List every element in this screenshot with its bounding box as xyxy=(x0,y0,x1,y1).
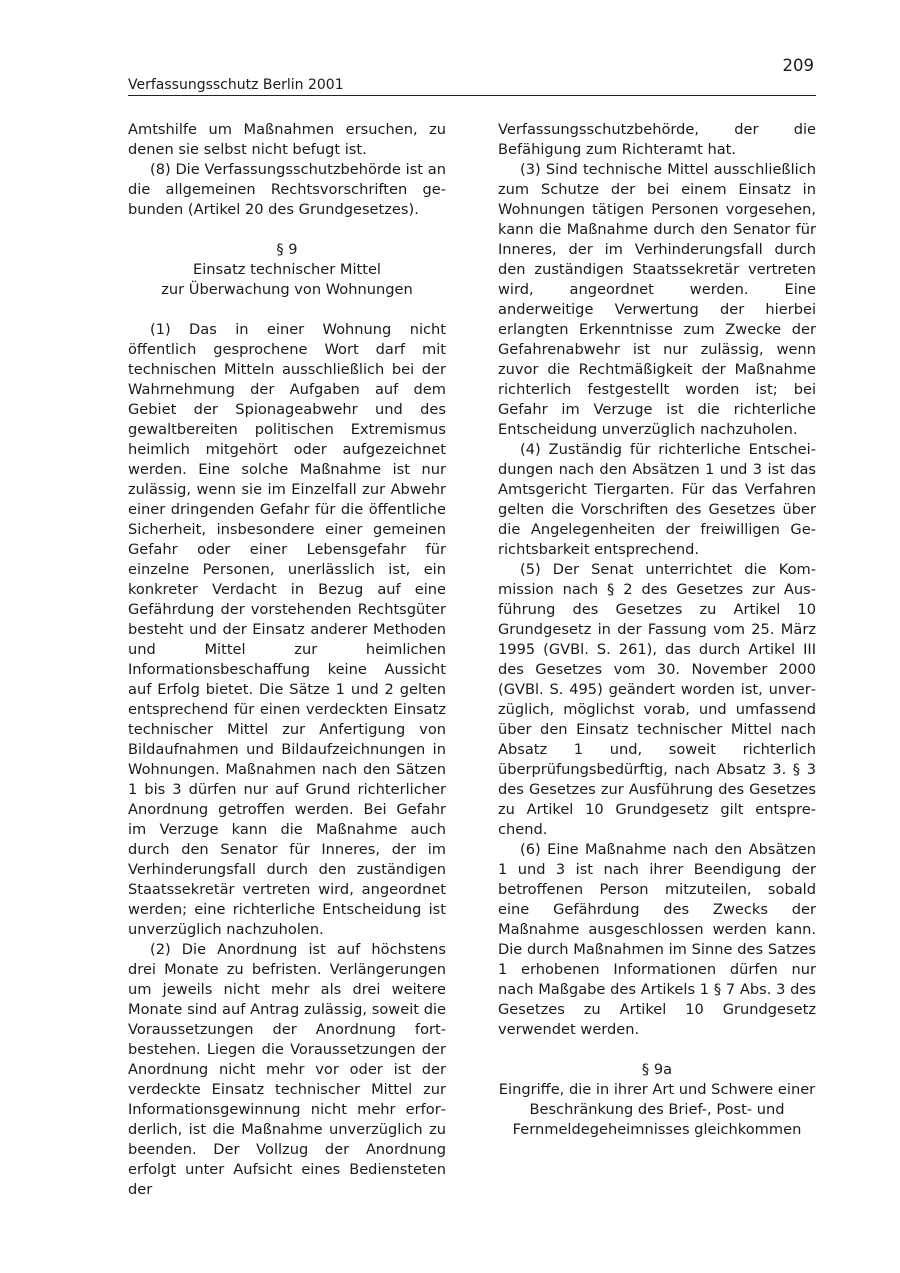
section-9-heading xyxy=(128,240,446,300)
paragraph-4: (4) Zuständig für richterliche Entscheidungen nach den Absätzen 1 und 3 ist das Amtsgericht Tiergarten. Für das Verfahren gelten die Vorschriften des Gesetzes über die Angelegenheiten der freiwilligen Gerichtsbarkeit entsprechend. xyxy=(498,441,816,558)
section-9a-number: § 9a xyxy=(641,1061,673,1078)
section-9a-title-line3: Fernmeldegeheimnisses gleichkommen xyxy=(512,1121,802,1138)
left-column xyxy=(128,120,446,1200)
right-column xyxy=(498,120,816,1160)
paragraph-1: (1) Das in einer Wohnung nicht öffentlich gesprochene Wort darf mit technischen Mitteln ausschließlich bei der Wahrnehmung der Aufgaben auf dem Gebiet der Spionageabwehr und des gewaltbereiten politischen Extremismus heimlich mitgehört oder aufgezeichnet werden. Eine solche Maßnahme ist nur zulässig, wenn sie im Einzelfall zur Abwehr einer dringenden Gefahr für die öffentliche Sicherheit, insbesondere einer gemeinen Gefahr oder einer Lebensgefahr für einzelne Personen, unerlässlich ist, ein konkreter Verdacht in Bezug auf eine Gefährdung der vorstehenden Rechtsgüter besteht und der Einsatz anderer Methoden und Mittel zur heimlichen Informationsbeschaffung keine Aussicht auf Erfolg bietet. Die Sätze 1 und 2 gelten entsprechend für einen verdeckten Einsatz technischer Mittel zur Anfertigung von Bildaufnahmen und Bildaufzeichnungen in Wohnungen. Maßnahmen nach den Sätzen 1 bis 3 dürfen nur auf Grund richterlicher Anordnung getroffen werden. Bei Gefahr im Verzuge kann die Maßnahme auch durch den Senator für Inneres, der im Verhinderungsfall durch den zuständigen Staatssekretär vertreten wird, angeordnet werden; eine richterliche Entscheidung ist unverzüglich nachzuholen. xyxy=(128,321,446,938)
paragraph-continuation-right: Verfassungsschutzbehörde, der die Befähigung zum Richteramt hat. xyxy=(498,121,816,158)
paragraph-8: (8) Die Verfassungsschutzbehörde ist an die allgemeinen Rechtsvorschriften gebunden (Artikel 20 des Grundgesetzes). xyxy=(128,161,446,218)
section-9-title-line2: zur Überwachung von Wohnungen xyxy=(161,281,413,298)
section-9a-title-line2: Beschränkung des Brief-, Post- und xyxy=(529,1101,785,1118)
paragraph-6: (6) Eine Maßnahme nach den Absätzen 1 und 3 ist nach ihrer Beendigung der betroffenen Person mitzuteilen, sobald eine Gefährdung des Zwecks der Maßnahme ausgeschlossen werden kann. Die durch Maßnahmen im Sinne des Satzes 1 erhobenen Informationen dürfen nur nach Maßgabe des Artikels 1 § 7 Abs. 3 des Gesetzes zu Artikel 10 Grundgesetz verwendet werden. xyxy=(498,841,816,1038)
page-number: 209 xyxy=(782,56,814,75)
running-title: Verfassungsschutz Berlin 2001 xyxy=(128,77,344,93)
section-9a-title-line1: Eingriffe, die in ihrer Art und Schwere einer xyxy=(498,1081,816,1098)
paragraph-5: (5) Der Senat unterrichtet die Kommission nach § 2 des Gesetzes zur Ausführung des Gesetzes zu Artikel 10 Grundgesetz in der Fassung vom 25. März 1995 (GVBl. S. 261), das durch Artikel III des Gesetzes vom 30. November 2000 (GVBl. S. 495) geändert worden ist, unverzüglich, möglichst vorab, und umfassend über den Einsatz technischer Mittel nach Absatz 1 und, soweit richterlich überprüfungsbedürftig, nach Absatz 3. § 3 des Gesetzes zur Ausführung des Gesetzes zu Artikel 10 Grundgesetz gilt entsprechend. xyxy=(498,561,816,838)
section-9a-heading xyxy=(498,1060,816,1140)
paragraph-2: (2) Die Anordnung ist auf höchstens drei Monate zu befristen. Verlängerungen um jeweils nicht mehr als drei weitere Monate sind auf Antrag zulässig, soweit die Voraussetzungen der Anordnung fortbestehen. Liegen die Voraussetzungen der Anordnung nicht mehr vor oder ist der verdeckte Einsatz technischer Mittel zur Informationsgewinnung nicht mehr erforderlich, ist die Maßnahme unverzüglich zu beenden. Der Vollzug der Anordnung erfolgt unter Aufsicht eines Bediensteten der xyxy=(128,941,446,1198)
section-9-title-line1: Einsatz technischer Mittel xyxy=(193,261,381,278)
paragraph-continuation: Amtshilfe um Maßnahmen ersuchen, zu denen sie selbst nicht befugt ist. xyxy=(128,121,446,158)
header-rule xyxy=(128,95,816,96)
paragraph-3: (3) Sind technische Mittel ausschließlich zum Schutze der bei einem Einsatz in Wohnungen tätigen Personen vorgesehen, kann die Maßnahme durch den Senator für Inneres, der im Verhinderungsfall durch den zuständigen Staatssekretär vertreten wird, angeordnet werden. Eine anderweitige Verwertung der hierbei erlangten Erkenntnisse zum Zwecke der Gefahrenabwehr ist nur zulässig, wenn zuvor die Rechtmäßigkeit der Maßnahme richterlich festgestellt worden ist; bei Gefahr im Verzuge ist die richterliche Entscheidung unverzüglich nachzuholen. xyxy=(498,161,816,438)
section-9-number: § 9 xyxy=(276,241,298,258)
